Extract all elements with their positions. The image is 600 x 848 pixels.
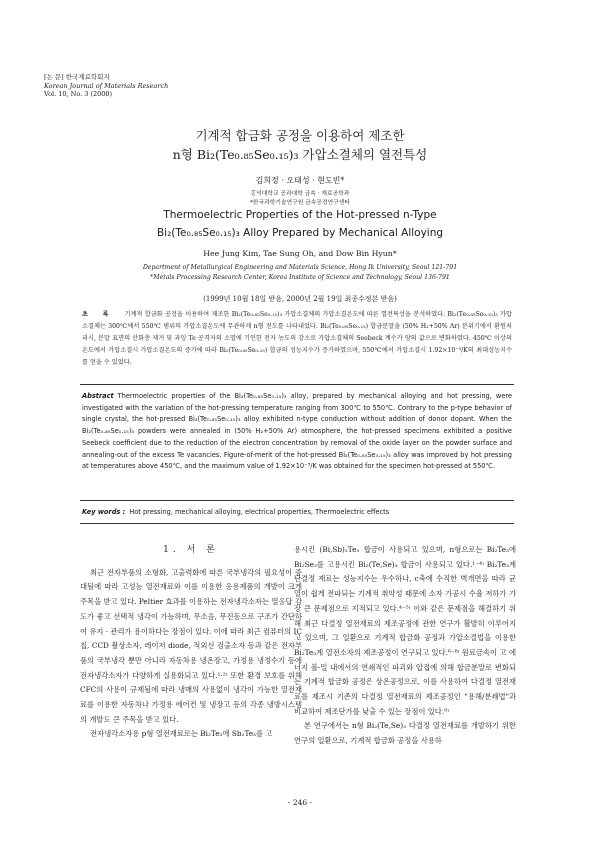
section-heading-introduction: 1. 서 론 bbox=[163, 545, 219, 555]
affiliation-korean-2: *한국과학기술연구원 금속공정연구센타 bbox=[250, 200, 350, 206]
authors-english: Hee Jung Kim, Tae Sung Oh, and Dow Bin Hyun* bbox=[203, 249, 397, 258]
body-paragraph: 전자냉각소자용 p형 열전재료로는 Bi₂Te₃에 Sb₂Te₃를 고 bbox=[90, 729, 273, 739]
body-paragraph: 용시킨 (Bi,Sb)₂Te₃ 합금이 사용되고 있으며, n형으로는 Bi₂Te₃에 Bi₂Se₃를 고용시킨 Bi₂(Te,Se)₃ 합금이 사용되고 있다.¹⁻⁴⁾ Bi₂Te₃계 단결정 재료는 성능지수는 우수하나, c축에 수직한 벽개면을 따라 균열이 쉽게 전파되는 기계적 취약성 때문에 소자 가공시 수율 저하가 가장 큰 문제점으로 지적되고 있다.⁴⁻⁵⁾ 이와 같은 문제점을 해결하기 위해 최근 다결정 열전재료의 제조공정에 관한 연구가 활발히 이루어지고 있으며, 그 일환으로 기계적 합금화 공정과 가압소결법을 이용한 Bi₂Te₃계 열전소자의 제조공정이 연구되고 있다.⁶⁻⁸⁾ 원료금속이 고 에너지 볼-밀 내에서의 연쇄적인 파괴와 압접에 의해 합금분말로 변화되는 기계적 합금화 공정은 상온공정으로, 이를 사용하여 다결정 열전재료를 제조시 기존의 다결정 열전재료의 제조공정인 "용해/분쇄법"과 비교하여 제조단가를 낮출 수 있는 장점이 있다.⁹⁾ bbox=[294, 545, 516, 716]
divider-bottom bbox=[80, 523, 514, 524]
keywords-heading: Key words : bbox=[82, 508, 126, 516]
divider-middle bbox=[80, 500, 514, 501]
page-number: - 246 - bbox=[287, 798, 313, 807]
abstract-english-heading: Abstract bbox=[82, 392, 114, 400]
journal-volume: Vol. 10, No. 3 (2000) bbox=[44, 90, 113, 98]
journal-category: [논 문] 한국재료학회지 bbox=[44, 73, 110, 81]
title-english bbox=[0, 206, 600, 242]
affiliations-english bbox=[0, 263, 600, 283]
abstract-korean-heading: 초 록 bbox=[82, 311, 115, 318]
body-column-right bbox=[294, 543, 516, 749]
body-paragraph: 본 연구에서는 n형 Bi₂(Te,Se)₃ 다결정 열전재료를 개발하기 위한 연구의 일환으로, 기계적 합금화 공정을 사용하 bbox=[294, 721, 516, 746]
body-column-left bbox=[80, 543, 302, 742]
affiliation-english-2: *Metals Processing Research Center, Korea Institute of Science and Technology, Seoul 136-791 bbox=[150, 274, 450, 281]
title-english-line1: Thermoelectric Properties of the Hot-pressed n-Type bbox=[163, 209, 437, 221]
affiliation-korean-1: 홍익대학교 공과대학 금속 · 재료공학과 bbox=[250, 191, 350, 197]
affiliation-english-1: Department of Metallurgical Engineering and Materials Science, Hong Ik University, Seoul 121-791 bbox=[142, 264, 458, 271]
journal-header bbox=[44, 73, 168, 99]
abstract-korean bbox=[82, 309, 512, 369]
received-date: (1999년 10월 18일 받음, 2000년 2월 19일 최종수정본 받음) bbox=[203, 295, 397, 303]
keywords-text: Hot pressing, mechanical alloying, electrical properties, Thermoelectric effects bbox=[129, 508, 390, 516]
title-korean-line1: 기계적 합금화 공정을 이용하여 제조한 bbox=[195, 128, 405, 143]
abstract-english bbox=[82, 391, 512, 473]
authors-korean: 김희정 · 오태성 · 현도빈* bbox=[255, 176, 345, 185]
divider-top bbox=[80, 384, 514, 385]
abstract-english-text: Thermoelectric properties of the Bi₂(Te₀.₈₅Se₀.₁₅)₃ alloy, prepared by mechanical alloying and hot pressing, were investigated with the variation of the hot-pressing temperature ranging from 300℃ to 550℃. Contrary to the p-type behavior of single crystal, the hot-pressed Bi₂(Te₀.₈₅Se₀.₁₅)₃ alloy exhibited n-type conduction without addition of donor dopant. When the Bi₂(Te₀.₈₅Se₀.₁₅)₃ powders were annealed in (50% H₂+50% Ar) atmosphere, the hot-pressed specimens exhibited a positive Seebeck coefficient due to the reduction of the electron concentration by removal of the oxide layer on the powder surface and annealing-out of the excess Te vacancies. Figure-of-merit of the hot-pressed Bi₂(Te₀.₈₅Se₀.₁₅)₃ alloy was improved by hot pressing at temperatures above 450℃, and the maximum value of 1.92×10⁻³/K was obtained for the specimen hot-pressed at 550℃. bbox=[82, 392, 512, 471]
keywords bbox=[82, 508, 512, 516]
title-korean bbox=[0, 126, 600, 164]
title-english-line2: Bi₂(Te₀.₈₅Se₀.₁₅)₃ Alloy Prepared by Mechanical Alloying bbox=[156, 227, 444, 239]
abstract-korean-text: 기계적 합금화 공정을 이용하여 제조한 Bi₂(Te₀.₈₅Se₀.₁₅)₃ 가압소결체의 가압소결온도에 따른 열전특성을 분석하였다. Bi₂(Te₀.₈₅Se₀.₁₅)₃ 가압소결체는 300℃에서 550℃ 범위의 가압소결온도에 무관하게 n형 전도를 나타내었다. Bi₂(Te₀.₈₅Se₀.₁₅) 합금분말을 (50% H₂+50% Ar) 분위기에서 환원처리시, 분말 표면의 산화층 제거 및 과잉 Te 공격자의 소멸에 기인한 전자 농도의 감소로 가압소결체의 Seebeck 계수가 양의 값으로 변화하였다. 450℃ 이상의 온도에서 가압소결시 가압소결온도의 증가에 따라 Bi₂(Te₀.₈₅Se₀.₁₅) 합금의 성능지수가 증가하였으며, 550℃에서 가압소결시 1.92×10⁻³/K의 최대성능지수를 얻을 수 있었다. bbox=[82, 311, 512, 366]
body-paragraph: 최근 전자부품의 소형화, 고출력화에 따른 국부냉각의 필요성이 증대됨에 따라 고성능 열전재료와 이를 이용한 응용제품의 개발이 크게 주목을 받고 있다. Peltier 효과를 이용하는 전자냉각소자는 열응답 감도가 좋고 선택적 냉각이 가능하며, 무소음, 무진동으로 구조가 간단하여 유지 · 관리가 용이하다는 장점이 있다. 이에 따라 최근 컴퓨터의 IC 칩, CCD 촬상소자, 레이저 diode, 적외선 검출소자 등과 같은 전자부품의 국부냉각 뿐만 아니라 자동차용 냉온장고, 가정용 냉정수기 등에 전자냉각소자가 다양하게 실용화되고 있다.¹·²⁾ 또한 환경 보호를 위해 CFC의 사용이 규제됨에 따라 냉매의 사용없이 냉각이 가능한 열전재료를 이용한 자동차나 가정용 에어컨 및 냉장고 등의 각종 냉방시스템의 개발도 큰 주목을 받고 있다. bbox=[80, 567, 302, 724]
journal-name-en: Korean Journal of Materials Research bbox=[44, 81, 169, 90]
title-korean-line2: n형 Bi₂(Te₀.₈₅Se₀.₁₅)₃ 가압소결체의 열전특성 bbox=[172, 147, 428, 162]
